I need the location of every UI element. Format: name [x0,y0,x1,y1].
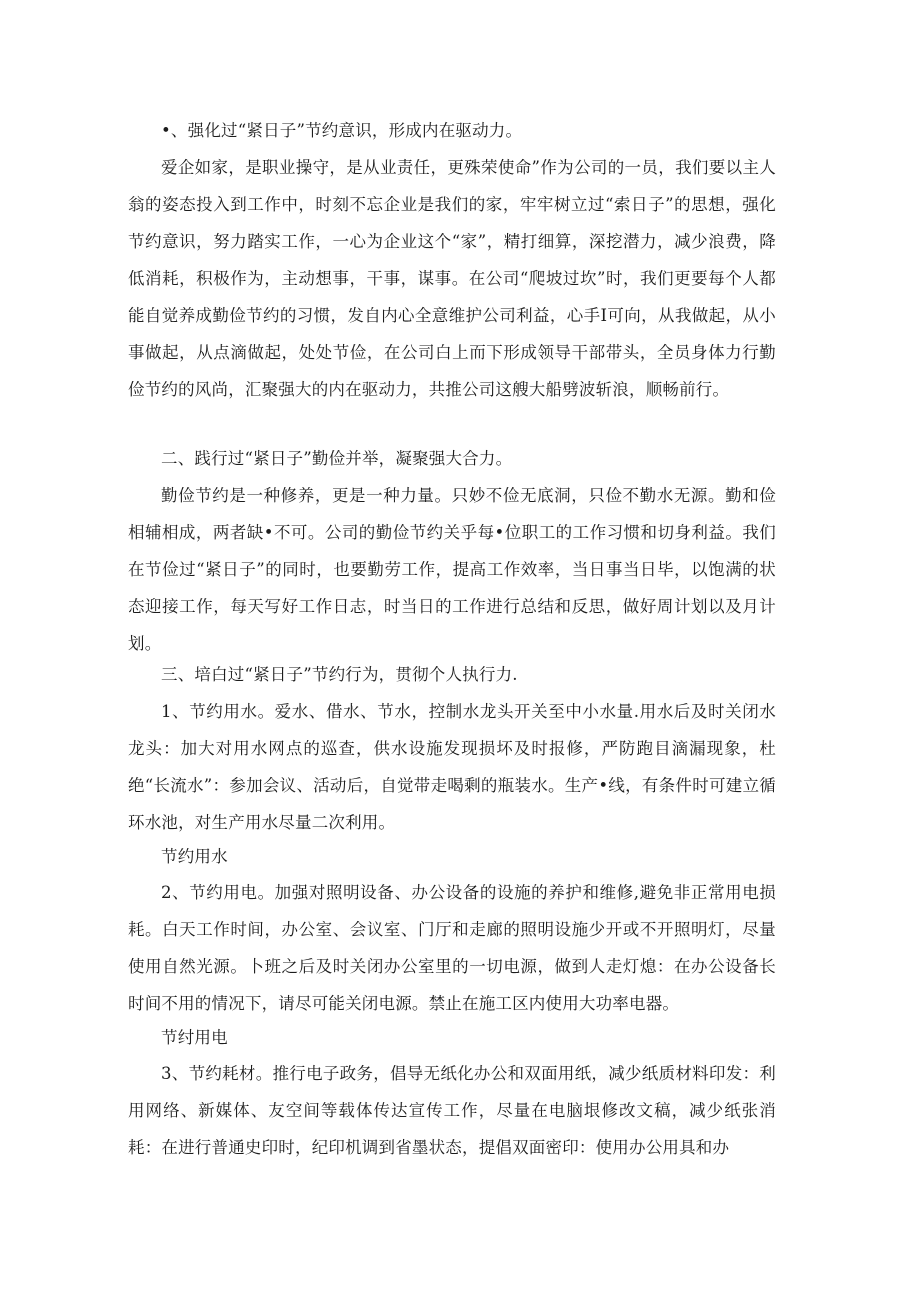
section-1-heading: •、强化过“紧日子”节约意识，形成内在驱动力。 [161,121,523,140]
item-1-paragraph: 1、节约用水。爱水、借水、节水，控制水龙头开关至中小水量.用水后及时关闭水龙头：加大对用水网点的巡查，供水设施发现损坏及时报修，严防跑目滴漏现象，杜绝“长流水”：参加会议、活动后，自觉带走喝剩的瓶装水。生产•线，有条件时可建立循环水池，对生产用水尽量二次利用。 [128,702,776,832]
item-1-label: 节约用水 [161,847,228,866]
item-2-paragraph: 2、节约用电。加强对照明设备、办公设备的设施的养护和维修,避免非正常用电损耗。白天工作时间，办公室、会议室、门厅和走廊的照明设施少开或不开照明灯，尽量使用自然光源。卜班之后及时关闭办公室里的一切电源，做到人走灯熄：在办公设备长时间不用的情况下，请尽可能关闭电源。禁止在施工区内使用大功率电器。 [128,883,776,1013]
section-3-heading: 三、培白过“紧日子”节约行为，贯彻个人执行力. [161,665,518,684]
section-2-paragraph: 勤俭节约是一种修养，更是一种力量。只妙不俭无底洞，只俭不勤水无源。勤和俭相辅相成，两者缺•不可。公司的勤俭节约关乎每•位职工的工作习惯和切身利益。我们在节俭过“紧日子”的同时，也要勤劳工作，提高工作效率，当日事当日毕，以饱满的状态迎接工作，每天写好工作日志，时当日的工作进行总结和反思，做好周计划以及月计划。 [128,486,776,653]
section-1-paragraph: 爱企如家，是职业操守，是从业责任，更殊荣使命”作为公司的一员，我们要以主人翁的姿态投入到工作中，时刻不忘企业是我们的家，牢牢树立过“索日子”的思想，强化节约意识，努力踏实工作，一心为企业这个“家”，精打细算，深挖潜力，减少浪费，降低消耗，积极作为，主动想事，干事，谋事。在公司“爬坡过坎”时，我们更要每个人都能自觉养成勤俭节约的习惯，发自内心全意维护公司利益，心手I可向，从我做起，从小事做起，从点滴做起，处处节俭，在公司白上而下形成领导干部带头，全员身体力行勤俭节约的风尚，汇聚强大的内在驱动力，共推公司这艘大船劈波斩浪，顺畅前行。 [128,158,776,399]
section-2-heading: 二、践行过“紧日子”勤俭并举，凝聚强大合力。 [161,449,513,468]
item-3-paragraph: 3、节约耗材。推行电子政务，倡导无纸化办公和双面用纸，减少纸质材料印发：利用网络、新媒体、友空间等载体传达宣传工作，尽量在电脑垠修改文稿，减少纸张消耗：在进行普通史印时，纪印机调到省墨状态，提倡双面密印：使用办公用具和办 [128,1064,776,1157]
item-2-label: 节纣用电 [161,1028,228,1047]
